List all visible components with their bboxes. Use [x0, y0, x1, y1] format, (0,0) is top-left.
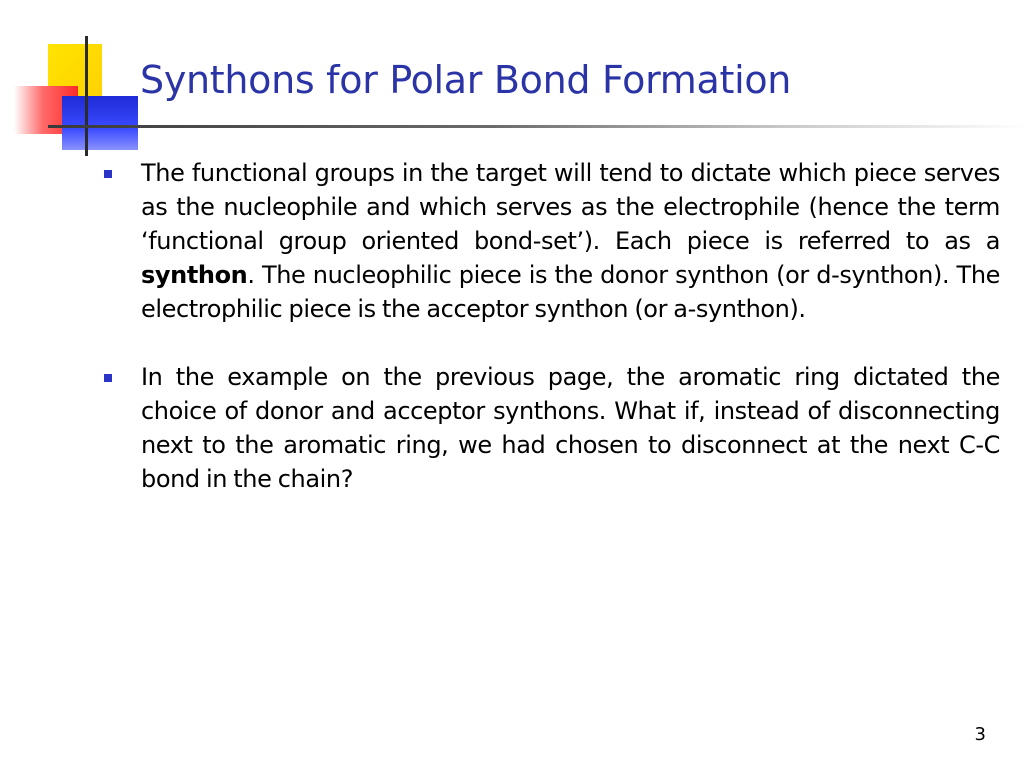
bold-term: synthon — [141, 261, 248, 289]
bullet-marker-icon — [104, 170, 112, 178]
bullet-text-part: The functional groups in the target will tend to dictate which piece serves as the nucleophile and which serves as the electrophile (hence the term ‘functional group oriented bond-set’). Each piece is referred to as a — [141, 159, 1000, 255]
bullet-item — [100, 360, 1000, 496]
title-underline — [48, 125, 1024, 128]
bullet-text-part: . The nucleophilic piece is the donor synthon (or d-synthon). The electrophilic piece is the acceptor synthon (or a-synthon). — [141, 261, 1000, 323]
slide-title: Synthons for Polar Bond Formation — [140, 58, 792, 102]
slide-logo-decoration — [0, 0, 150, 160]
bullet-text: In the example on the previous page, the aromatic ring dictated the choice of donor and acceptor synthons. What if, instead of disconnecting next to the aromatic ring, we had chosen to disconnect at the next C-C bond in the chain? — [141, 363, 1000, 493]
bullet-marker-icon — [104, 374, 112, 382]
logo-blue-square — [62, 96, 138, 150]
bullet-text — [141, 156, 1000, 326]
page-number: 3 — [974, 724, 986, 745]
bullet-list — [100, 156, 1000, 530]
bullet-item — [100, 156, 1000, 326]
logo-vertical-line — [85, 36, 88, 156]
